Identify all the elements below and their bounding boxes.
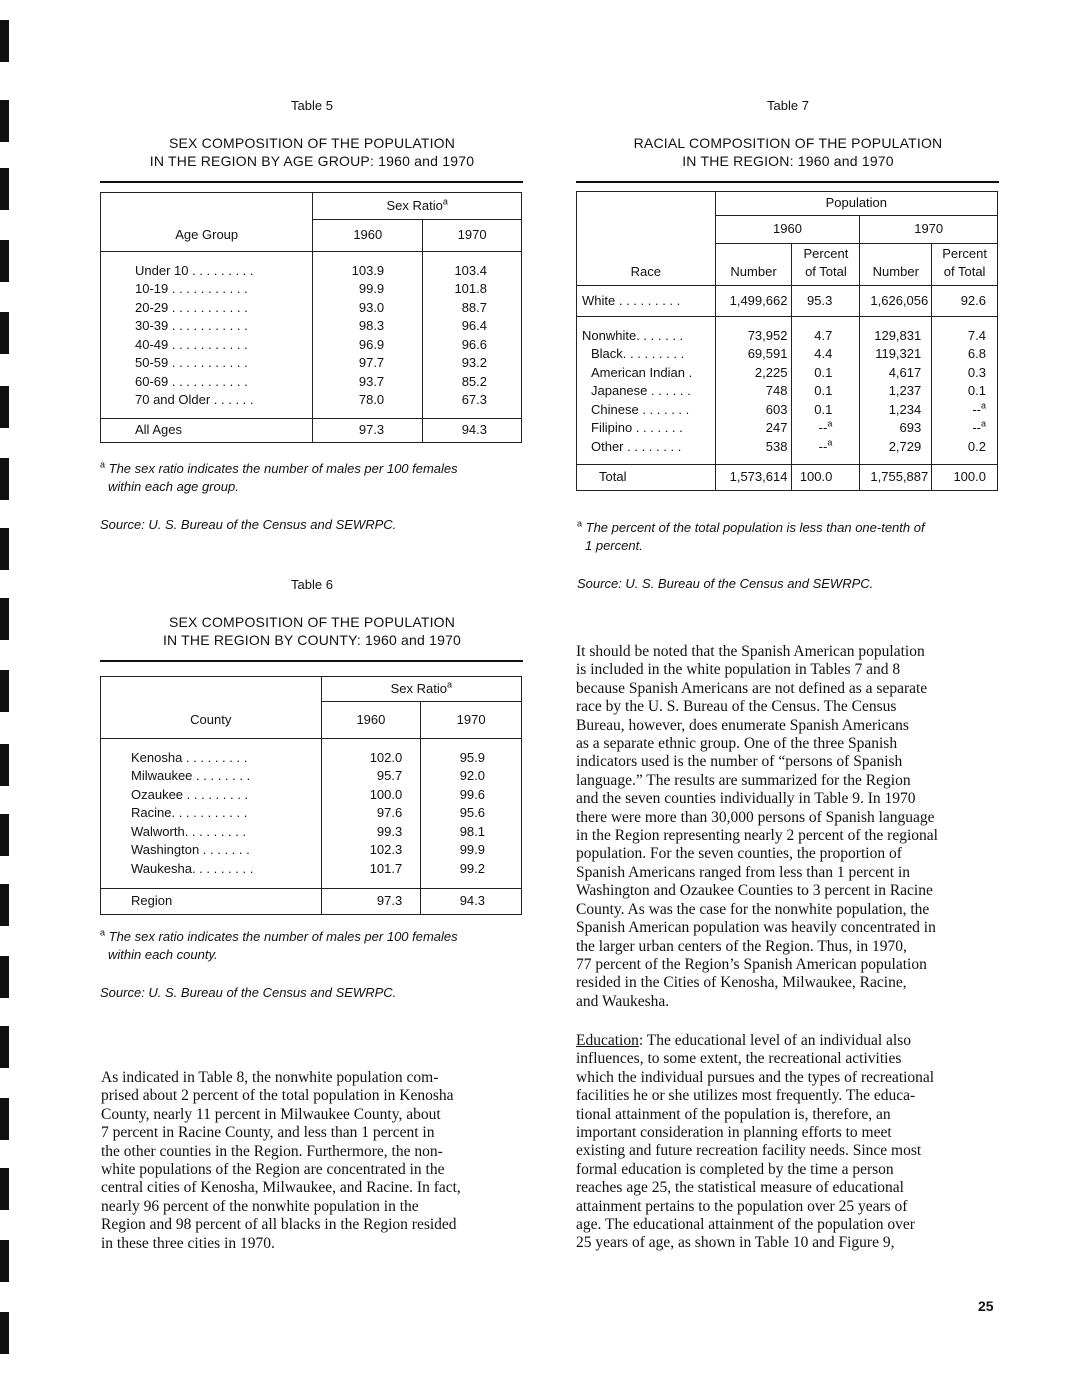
cell-number-1960: 1,573,614: [715, 464, 792, 490]
row-label: Walworth: [131, 823, 185, 839]
cell-number-1970: 1,755,887: [860, 464, 932, 490]
table5-label: Table 5: [291, 98, 333, 113]
text-line: central cities of Kenosha, Milwaukee, and Racine. In fact,: [101, 1179, 461, 1197]
cell-1970: 96.4: [461, 318, 487, 333]
text-line: Washington and Ozaukee Counties to 3 percent in Racine: [576, 882, 933, 900]
cell-1970: 103.4: [454, 262, 487, 278]
cell-number-1970: 119,321: [860, 345, 932, 364]
text-line: prised about 2 percent of the total population in Kenosha: [101, 1087, 454, 1105]
table6-top-rule: [100, 660, 523, 662]
row-label: Washington: [131, 842, 200, 857]
cell-1960: 99.3: [321, 823, 421, 842]
cell-percent-1970: 6.8: [967, 346, 986, 361]
row-label: 40-49: [135, 336, 169, 352]
table5-footnote: [100, 460, 524, 496]
text-fragment: : The educational level of an individual also: [638, 1032, 912, 1049]
row-label: Milwaukee: [131, 768, 193, 783]
table-row: [101, 262, 522, 281]
table6: [100, 676, 522, 915]
row-label: Nonwhite: [582, 327, 637, 343]
cell-number-1970: 693: [860, 419, 932, 438]
text-line: Region and 98 percent of all blacks in the Region resided: [101, 1216, 457, 1234]
cell-value: --: [972, 401, 981, 417]
text-line: nearly 96 percent of the nonwhite population in the: [101, 1197, 419, 1215]
table7-year-1960: 1960: [715, 216, 860, 244]
footnote-line: The percent of the total population is less than one-tenth of: [585, 520, 925, 535]
text-line: Spanish Americans ranged from less than 1 percent in: [576, 863, 911, 881]
cell-1960: 97.6: [321, 804, 421, 823]
cell-1970: 85.2: [461, 373, 487, 389]
cell-1970: 101.8: [454, 281, 487, 296]
text-line: and Waukesha.: [576, 992, 670, 1010]
row-label: Other: [591, 438, 624, 454]
text-line: [576, 1032, 997, 1050]
cell-number-1960: 247: [715, 419, 792, 438]
text-line: important consideration in planning efforts to meet: [576, 1124, 892, 1142]
row-label: 10-19: [135, 281, 169, 296]
row-leader: . . . . . . . . . . .: [171, 805, 248, 820]
table-row: [101, 767, 522, 786]
table-row: [101, 841, 522, 860]
table6-col-1970: 1970: [421, 702, 522, 739]
binding-mark: [0, 20, 9, 62]
text-line: white populations of the Region are concentrated in the: [101, 1161, 445, 1179]
table7-title-line1: RACIAL COMPOSITION OF THE POPULATION: [633, 135, 943, 151]
table-row: [577, 345, 998, 364]
binding-mark: [0, 458, 9, 500]
table5-title-line1: SEX COMPOSITION OF THE POPULATION: [168, 135, 456, 151]
row-label: 20-29: [135, 299, 169, 315]
table6-title-line2: IN THE REGION BY COUNTY: 1960 and 1970: [162, 632, 462, 648]
text-line: race by the U. S. Bureau of the Census. The Census: [576, 698, 897, 716]
cell-1970: 95.9: [459, 749, 485, 765]
table5-source: Source: U. S. Bureau of the Census and SEWRPC.: [100, 517, 397, 532]
cell-percent-1960: 0.1: [792, 401, 860, 420]
row-leader: . . . . . . . . . . .: [168, 373, 248, 389]
table7-col-race: Race: [577, 192, 716, 286]
table6-header-sup: a: [446, 679, 452, 690]
table5-top-rule: [100, 181, 523, 183]
table7-total-row: [577, 464, 998, 490]
text-line: language.” The results are summarized for the Region: [576, 771, 911, 789]
footnote-ref: a: [827, 418, 833, 429]
row-leader: .: [684, 364, 693, 380]
row-leader: . . . . . . . . .: [183, 786, 249, 802]
table-row: [101, 749, 522, 768]
cell-percent-1970: 0.1: [967, 383, 986, 398]
cell-1960: 100.0: [321, 786, 421, 805]
cell-percent-1970: 0.2: [967, 438, 986, 454]
table5-body: [101, 252, 522, 419]
table-row: [577, 364, 998, 383]
table-row: [101, 823, 522, 842]
row-label: Japanese: [591, 383, 648, 398]
right-paragraph-spanish: [576, 643, 997, 1011]
row-leader: . . . . . .: [647, 383, 691, 398]
cell-percent-1960: 4.4: [792, 345, 860, 364]
footnote-mark: a: [100, 927, 106, 938]
cell-1970: 67.3: [461, 392, 487, 407]
binding-mark: [0, 956, 9, 998]
cell-1970: 93.2: [461, 355, 487, 370]
footnote-line: 1 percent.: [585, 538, 643, 553]
binding-mark: [0, 312, 9, 354]
cell-1970: 99.2: [459, 860, 485, 876]
cell-percent-1970: 92.6: [932, 286, 998, 317]
cell-number-1970: 2,729: [860, 438, 932, 457]
cell-1960: 96.9: [313, 336, 423, 355]
cell-number-1970: 1,234: [860, 401, 932, 420]
row-leader: . . . . . . .: [636, 327, 684, 343]
cell-1960: 99.9: [313, 280, 423, 299]
cell-1960: 103.9: [313, 262, 423, 281]
header-line: Percent: [803, 246, 849, 261]
row-label: All Ages: [101, 419, 313, 443]
binding-mark: [0, 168, 9, 210]
table-row: [101, 299, 522, 318]
binding-mark: [0, 1098, 9, 1140]
table7-title-line2: IN THE REGION: 1960 and 1970: [682, 153, 894, 169]
table6-header-group: [321, 677, 521, 702]
text-line: because Spanish Americans are not defined as a separate: [576, 679, 928, 697]
row-label: Chinese: [591, 401, 639, 417]
table-row: [101, 786, 522, 805]
cell-percent-1970: 100.0: [932, 464, 998, 490]
table6-title-line1: SEX COMPOSITION OF THE POPULATION: [168, 614, 456, 630]
row-leader: . . . . . . . . . . .: [168, 299, 248, 315]
row-label: 30-39: [135, 318, 169, 333]
text-line: formal education is completed by the time a person: [576, 1160, 894, 1178]
table7-nonwhite-body: [577, 317, 998, 465]
binding-mark: [0, 598, 9, 640]
table5: [100, 192, 522, 443]
cell-number-1960: 1,499,662: [715, 286, 792, 317]
cell-value: --: [972, 420, 981, 435]
binding-mark: [0, 240, 9, 282]
table6-col-label: County: [101, 702, 322, 739]
table5-title: [100, 134, 524, 170]
cell-percent-1960: 95.3: [792, 286, 860, 317]
row-label: Region: [101, 888, 322, 914]
footnote-line: within each age group.: [108, 479, 239, 494]
binding-mark: [0, 814, 9, 856]
text-line: the larger urban centers of the Region. Thus, in 1970,: [576, 937, 907, 955]
table7-col-number: Number: [715, 244, 792, 286]
table6-body: [101, 739, 522, 889]
row-label: Filipino: [591, 420, 633, 435]
text-line: It should be noted that the Spanish American population: [576, 643, 925, 660]
right-paragraph-education: [576, 1032, 997, 1253]
row-leader: . . . . . . . . .: [191, 860, 254, 876]
binding-mark: [0, 884, 9, 926]
table6-title: [100, 613, 524, 649]
text-line: age. The educational attainment of the population over: [576, 1216, 915, 1234]
table5-header-group: [313, 193, 522, 220]
text-line: in these three cities in 1970.: [101, 1234, 275, 1252]
table5-header-group-text: Sex Ratio: [386, 197, 443, 213]
cell-number-1960: 748: [715, 382, 792, 401]
education-heading: Education: [576, 1032, 639, 1049]
table5-col-1970: 1970: [423, 220, 522, 252]
text-line: County, nearly 11 percent in Milwaukee County, about: [101, 1105, 441, 1123]
cell-value: --: [818, 438, 828, 454]
cell-1970: 94.3: [423, 419, 522, 443]
cell-percent-1960: 0.1: [792, 364, 860, 383]
cell-1970: 96.6: [461, 336, 487, 352]
footnote-ref: a: [980, 418, 986, 429]
left-paragraph: [101, 1069, 521, 1253]
text-line: and the seven counties individually in Table 9. In 1970: [576, 790, 916, 808]
binding-mark: [0, 1312, 9, 1354]
footnote-ref: a: [980, 400, 986, 411]
row-leader: . . . . . . . . .: [188, 262, 254, 278]
cell-1960: 97.3: [313, 419, 423, 443]
cell-percent-1960: 100.0: [792, 464, 860, 490]
text-line: As indicated in Table 8, the nonwhite population com-: [101, 1069, 439, 1086]
cell-1970: 92.0: [459, 768, 485, 783]
cell-number-1960: 69,591: [715, 345, 792, 364]
row-label: Racine: [131, 805, 172, 820]
text-line: in the Region representing nearly 2 percent of the regional: [576, 827, 938, 845]
row-leader: . . . . . . .: [638, 401, 690, 417]
table-row: [577, 419, 998, 438]
cell-1960: 102.3: [321, 841, 421, 860]
row-leader: . . . . . . . . .: [182, 749, 248, 765]
binding-mark: [0, 1240, 9, 1282]
text-line: County. As was the case for the nonwhite population, the: [576, 900, 930, 918]
cell-1960: 102.0: [321, 749, 421, 768]
table6-footnote: [100, 928, 524, 964]
cell-number-1960: 603: [715, 401, 792, 420]
cell-1970: 94.3: [421, 888, 522, 914]
header-line: of Total: [805, 264, 847, 279]
table5-total-row: [101, 419, 522, 443]
text-line: 25 years of age, as shown in Table 10 and Figure 9,: [576, 1234, 895, 1252]
table6-label: Table 6: [291, 577, 333, 592]
binding-mark: [0, 1168, 9, 1210]
cell-percent-1970: 0.3: [967, 364, 986, 380]
footnote-line: within each county.: [108, 947, 218, 962]
text-line: indicators used is the number of “persons of Spanish: [576, 753, 903, 771]
header-line: of Total: [943, 264, 986, 279]
row-leader: . . . . . . . . . . .: [168, 318, 248, 333]
table6-col-1960: 1960: [321, 702, 421, 739]
table-row: [101, 280, 522, 299]
row-leader: . . . . . . . . . . .: [168, 355, 248, 370]
table-row: [101, 336, 522, 355]
table7-col-percent: [792, 244, 860, 286]
text-line: Bureau, however, does enumerate Spanish Americans: [576, 716, 909, 734]
text-line: influences, to some extent, the recreational activities: [576, 1050, 902, 1068]
cell-1960: 93.7: [313, 373, 423, 392]
table7-top-rule: [576, 181, 999, 183]
table6-total-row: [101, 888, 522, 914]
text-line: 7 percent in Racine County, and less than 1 percent in: [101, 1124, 435, 1142]
cell-number-1970: 1,626,056: [860, 286, 932, 317]
row-label: 70 and Older: [135, 392, 211, 407]
table-row: [101, 804, 522, 823]
binding-mark: [0, 744, 9, 786]
row-leader: . . . . . . . . . . .: [168, 336, 248, 352]
row-label: Total: [577, 464, 716, 490]
footnote-mark: a: [100, 459, 106, 470]
table7-year-1970: 1970: [860, 216, 998, 244]
table-row: [101, 860, 522, 879]
cell-percent-1970: [932, 401, 998, 420]
text-line: as a separate ethnic group. One of the three Spanish: [576, 735, 898, 753]
table7-footnote: [577, 519, 1001, 555]
header-line: Percent: [942, 246, 988, 261]
table-row: [577, 438, 998, 457]
row-label: 50-59: [135, 355, 169, 370]
table5-col-1960: 1960: [313, 220, 423, 252]
row-label: Black: [591, 346, 623, 361]
binding-mark: [0, 528, 9, 570]
binding-mark: [0, 670, 9, 712]
table5-corner: [101, 193, 313, 220]
cell-1970: 98.1: [459, 823, 485, 839]
row-leader: . . . . . . . . .: [615, 292, 681, 308]
table7-header-group: Population: [715, 192, 997, 216]
footnote-mark: a: [577, 518, 583, 529]
cell-1970: 88.7: [461, 299, 487, 315]
binding-mark: [0, 100, 9, 142]
cell-1960: 97.3: [321, 888, 421, 914]
table-row: [101, 317, 522, 336]
table5-col-label: Age Group: [101, 220, 313, 252]
cell-1960: 98.3: [313, 317, 423, 336]
cell-percent-1960: [792, 438, 860, 457]
cell-number-1970: 4,617: [860, 364, 932, 383]
cell-percent-1960: [792, 419, 860, 438]
row-label: 60-69: [135, 373, 169, 389]
table7-source: Source: U. S. Bureau of the Census and SEWRPC.: [577, 576, 874, 591]
cell-1960: 93.0: [313, 299, 423, 318]
cell-percent-1960: 4.7: [792, 327, 860, 346]
table5-title-line2: IN THE REGION BY AGE GROUP: 1960 and 1970: [149, 153, 475, 169]
binding-mark: [0, 1026, 9, 1068]
footnote-line: The sex ratio indicates the number of males per 100 females: [108, 461, 458, 476]
text-line: which the individual pursues and the types of recreational: [576, 1068, 935, 1086]
text-line: 77 percent of the Region’s Spanish American population: [576, 955, 927, 973]
row-label: American Indian: [591, 364, 685, 380]
text-line: tional attainment of the population is, therefore, an: [576, 1105, 891, 1123]
table-row: [101, 354, 522, 373]
cell-1970: 95.6: [459, 805, 485, 820]
row-leader: . . . . . . . .: [192, 768, 251, 783]
text-line: there were more than 30,000 persons of Spanish language: [576, 808, 935, 826]
row-label: Ozaukee: [131, 786, 184, 802]
table-row: [577, 327, 998, 346]
table7-col-percent: [932, 244, 998, 286]
cell-1960: 95.7: [321, 767, 421, 786]
table6-header-group-text: Sex Ratio: [390, 680, 447, 696]
cell-percent-1960: 0.1: [792, 382, 860, 401]
page-number: 25: [978, 1298, 994, 1314]
row-leader: . . . . . . .: [199, 842, 250, 857]
cell-number-1960: 73,952: [715, 327, 792, 346]
row-label: Under 10: [135, 262, 189, 278]
text-line: population. For the seven counties, the proportion of: [576, 845, 902, 863]
table7-label: Table 7: [767, 98, 809, 113]
cell-1970: 99.6: [459, 786, 485, 802]
text-line: resided in the Cities of Kenosha, Milwaukee, Racine,: [576, 974, 907, 992]
cell-number-1960: 2,225: [715, 364, 792, 383]
table-row: [577, 401, 998, 420]
table7-white-row: [577, 286, 998, 317]
text-line: facilities he or she utilizes most frequently. The educa-: [576, 1087, 916, 1105]
text-line: Spanish American population was heavily concentrated in: [576, 919, 936, 937]
row-leader: . . . . . . .: [632, 420, 683, 435]
cell-number-1970: 129,831: [860, 327, 932, 346]
row-label: Kenosha: [131, 749, 183, 765]
binding-mark: [0, 386, 9, 428]
row-leader: . . . . . .: [210, 392, 254, 407]
table5-header-sup: a: [442, 196, 448, 207]
row-leader: . . . . . . . . .: [622, 346, 685, 361]
text-line: attainment pertains to the population over 25 years of: [576, 1197, 908, 1215]
cell-value: --: [818, 420, 828, 435]
cell-number-1970: 1,237: [860, 382, 932, 401]
footnote-line: The sex ratio indicates the number of males per 100 females: [108, 929, 458, 944]
row-leader: . . . . . . . . . . .: [168, 281, 248, 296]
cell-percent-1970: [932, 419, 998, 438]
table7-col-number: Number: [860, 244, 932, 286]
table7: [576, 191, 998, 491]
table6-source: Source: U. S. Bureau of the Census and SEWRPC.: [100, 985, 397, 1000]
row-label: White: [582, 292, 616, 308]
cell-1960: 97.7: [313, 354, 423, 373]
table-row: [577, 382, 998, 401]
cell-percent-1970: 7.4: [967, 327, 986, 343]
cell-number-1960: 538: [715, 438, 792, 457]
table6-corner: [101, 677, 322, 702]
text-line: the other counties in the Region. Furthermore, the non-: [101, 1142, 443, 1160]
text-line: existing and future recreation facility needs. Since most: [576, 1142, 922, 1160]
row-label: Waukesha: [131, 860, 192, 876]
table-row: [101, 373, 522, 392]
table7-title: [576, 134, 1000, 170]
cell-1960: 101.7: [321, 860, 421, 879]
table-row: [101, 391, 522, 410]
footnote-ref: a: [827, 437, 833, 448]
row-leader: . . . . . . . .: [623, 438, 682, 454]
row-leader: . . . . . . . . .: [184, 823, 247, 839]
cell-1970: 99.9: [459, 842, 485, 857]
cell-1960: 78.0: [313, 391, 423, 410]
text-line: reaches age 25, the statistical measure of educational: [576, 1179, 904, 1197]
text-line: is included in the white population in Tables 7 and 8: [576, 661, 901, 679]
